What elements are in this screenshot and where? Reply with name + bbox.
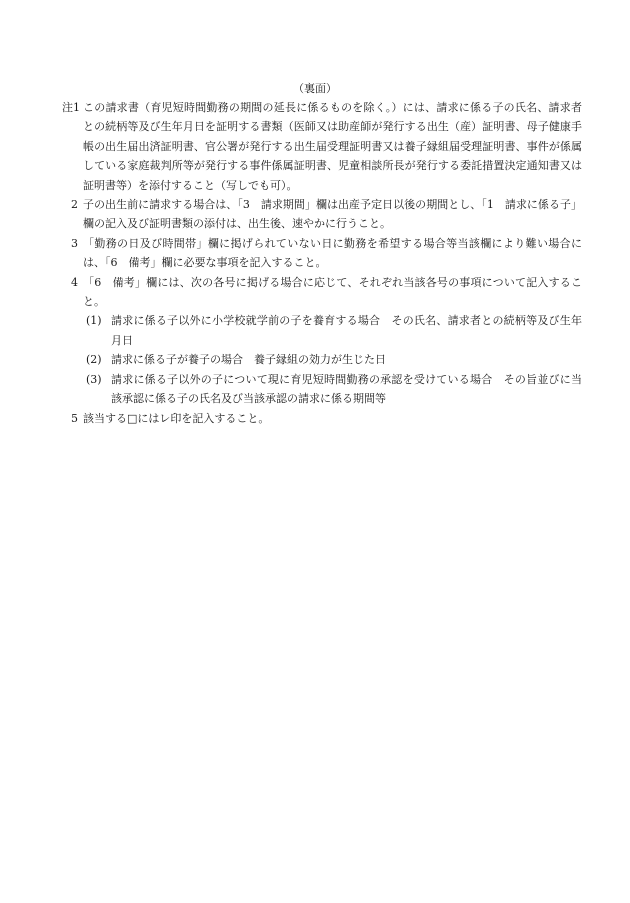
- note-number: 4: [71, 275, 78, 289]
- note-number: 5: [71, 411, 78, 425]
- note-4-subitem-1: [62, 311, 582, 350]
- note-text: 「勤務の日及び時間帯」欄に掲げられていない日に勤務を希望する場合等当該欄により難い場合には、「6 備考」欄に必要な事項を記入すること。: [83, 236, 582, 270]
- note-4-subitem-3: [62, 370, 582, 409]
- note-4: [62, 273, 582, 312]
- note-number: 2: [71, 198, 78, 212]
- subitem-text: 請求に係る子が養子の場合 養子縁組の効力が生じた日: [111, 353, 386, 367]
- subitem-number: (3): [86, 372, 102, 386]
- note-3: [62, 234, 582, 273]
- note-2: [62, 195, 582, 234]
- note-5: [62, 409, 582, 428]
- subitem-number: (2): [86, 353, 102, 367]
- subitem-text: 請求に係る子以外の子について現に育児短時間勤務の承認を受けている場合 その旨並びに当該承認に係る子の氏名及び当該承認の請求に係る期間等: [111, 372, 582, 406]
- note-text: この請求書（育児短時間勤務の期間の延長に係るものを除く。）には、請求に係る子の氏名、請求者との続柄等及び生年月日を証明する書類（医師又は助産師が発行する出生（産）証明書、母子健康手帳の出生届出済証明書、官公署が発行する出生届受理証明書又は養子縁組届受理証明書、事件が係属している家庭裁判所等が発行する事件係属証明書、児童相談所長が発行する委託措置決定通知書又は証明書等）を添付すること（写しでも可）。: [83, 101, 582, 192]
- subitem-text: 請求に係る子以外に小学校就学前の子を養育する場合 その氏名、請求者との続柄等及び生年月日: [111, 314, 582, 347]
- note-text: 子の出生前に請求する場合は、「3 請求期間」欄は出産予定日以後の期間とし、「1 請求に係る子」欄の記入及び証明書類の添付は、出生後、速やかに行うこと。: [83, 198, 582, 231]
- note-text: 該当する□にはレ印を記入すること。: [83, 411, 270, 425]
- note-4-subitem-2: [62, 350, 582, 369]
- note-number: 3: [71, 236, 78, 250]
- note-1: [62, 98, 582, 195]
- notes-list: [62, 98, 582, 428]
- note-text: 「6 備考」欄には、次の各号に掲げる場合に応じて、それぞれ当該各号の事項について記入すること。: [83, 275, 582, 309]
- note-number: 注1: [62, 101, 80, 114]
- page-heading: （裏面）: [293, 82, 337, 95]
- subitem-number: (1): [86, 314, 102, 328]
